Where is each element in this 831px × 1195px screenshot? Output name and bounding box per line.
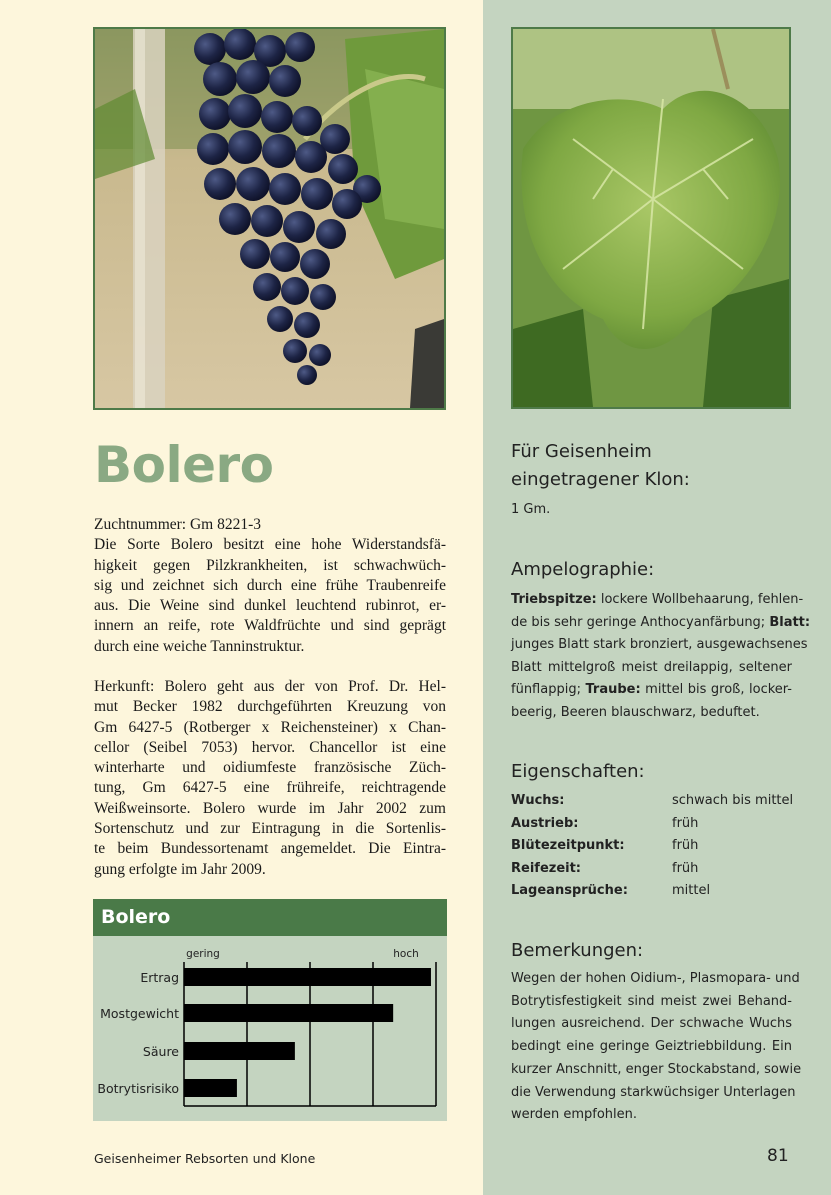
ampelographie-term: Blatt: (769, 614, 811, 630)
klon-heading-line-2: eingetragener Klon: (511, 469, 690, 490)
eigenschaft-value: früh (672, 860, 699, 876)
chart-title: Bolero (93, 899, 447, 936)
bemerkungen-line: werden empfohlen. (511, 1107, 638, 1123)
klon-heading (511, 438, 690, 494)
ampelographie-line (511, 657, 792, 680)
intro-line: Zuchtnummer: Gm 8221-3 (94, 516, 262, 533)
ampelographie-text (511, 589, 811, 724)
ampelographie-segment: lockere Wollbehaarung, fehlen- (596, 592, 804, 607)
ampelographie-segment: fünflappig; (511, 682, 586, 697)
ampelographie-line (511, 634, 808, 657)
page-number: 81 (767, 1146, 789, 1166)
eigenschaft-label: Lageansprüche: (511, 883, 628, 898)
intro-line: durch eine weiche Tanninstruktur. (94, 637, 305, 655)
characteristics-chart (93, 899, 447, 1121)
grape-cluster-photo (93, 27, 446, 410)
origin-line: Weißweinsorte. Bolero wurde im Jahr 2002 zum (94, 799, 446, 817)
eigenschaft-label: Blütezeitpunkt: (511, 838, 625, 853)
klon-text: 1 Gm. (511, 502, 551, 517)
intro-line: sig und zeichnet sich durch eine frühe Traubenreife (94, 576, 446, 594)
chart-category-label: Mostgewicht (100, 1006, 179, 1021)
bemerkungen-line: Wegen der hohen Oidium-, Plasmopara- und (511, 971, 800, 986)
eigenschaften-row (511, 835, 801, 858)
vine-leaf-image (513, 29, 789, 407)
ampelographie-line (511, 589, 804, 612)
klon-heading-line-1: Für Geisenheim (511, 441, 652, 462)
vine-leaf-photo (511, 27, 791, 409)
eigenschaft-label: Reifezeit: (511, 860, 582, 876)
eigenschaften-table (511, 790, 801, 903)
eigenschaften-row (511, 790, 801, 813)
origin-paragraph (94, 677, 446, 880)
ampelographie-segment: Blatt mittelgroß meist dreilappig, seltener (511, 659, 792, 675)
eigenschaften-heading: Eigenschaften: (511, 761, 645, 782)
origin-line: Gm 6427-5 (Rotberger x Reichensteiner) x Chan- (94, 718, 446, 736)
origin-line: tung, Gm 6427-5 eine frühreife, reichtragende (94, 779, 446, 797)
eigenschaft-label: Wuchs: (511, 793, 565, 808)
chart-bar (184, 1042, 295, 1060)
origin-line: Herkunft: Bolero geht aus der von Prof. Dr. Hel- (94, 678, 446, 695)
ampelographie-line (511, 612, 811, 635)
eigenschaften-row (511, 858, 801, 881)
bemerkungen-line: lungen ausreichend. Der schwache Wuchs (511, 1016, 792, 1032)
page-title: Bolero (94, 436, 274, 494)
chart-category-label: Botrytisrisiko (97, 1081, 179, 1096)
intro-paragraph (94, 515, 446, 657)
ampelographie-line (511, 702, 792, 725)
eigenschaften-row (511, 880, 801, 903)
footer-title: Geisenheimer Rebsorten und Klone (94, 1151, 316, 1166)
bemerkungen-line: die Verwendung starkwüchsiger Unterlagen (511, 1084, 796, 1100)
eigenschaft-label: Austrieb: (511, 815, 579, 831)
chart-plot (93, 936, 447, 1121)
ampelographie-line (511, 679, 792, 702)
ampelographie-segment: junges Blatt stark bronziert, ausgewachsenes (511, 637, 808, 652)
bemerkungen-heading: Bemerkungen: (511, 940, 644, 961)
intro-line: innern an reife, rote Waldfrüchte und sind geprägt (94, 617, 446, 635)
grape-cluster-image (95, 29, 444, 408)
chart-bar (184, 968, 431, 986)
bemerkungen-line: kurzer Anschnitt, enger Stockabstand, sowie (511, 1061, 802, 1077)
origin-line: te beim Bundessortenamt angemeldet. Die Eintra- (94, 840, 446, 858)
bemerkungen-text (511, 968, 802, 1127)
intro-line: higkeit gegen Pilzkrankheiten, ist schwachwüch- (94, 556, 446, 574)
ampelographie-segment: beerig, Beeren blauschwarz, beduftet. (511, 704, 760, 720)
eigenschaft-value: schwach bis mittel (672, 793, 794, 808)
ampelographie-term: Traube: (585, 682, 641, 697)
intro-line: Die Sorte Bolero besitzt eine hohe Widerstandsfä- (94, 536, 446, 554)
chart-scale-low-label: gering (186, 948, 220, 960)
ampelographie-heading: Ampelographie: (511, 559, 655, 580)
ampelographie-segment: de bis sehr geringe Anthocyanfärbung; (511, 614, 770, 630)
bemerkungen-line: Botrytisfestigkeit sind meist zwei Behand- (511, 993, 792, 1009)
eigenschaft-value: mittel (672, 883, 711, 898)
origin-line: Sortenschutz und zur Eintragung in die Sortenlis- (94, 820, 446, 838)
origin-line: winterharte und oidiumfeste französische Züch- (94, 759, 446, 777)
origin-line: cellor (Seibel 7053) hervor. Chancellor ist eine (94, 738, 446, 756)
chart-bar (184, 1004, 393, 1022)
ampelographie-term: Triebspitze: (511, 592, 597, 607)
chart-scale-high-label: hoch (393, 948, 419, 960)
origin-line: mut Becker 1982 durchgeführten Kreuzung von (94, 698, 446, 716)
chart-bar (184, 1079, 237, 1097)
intro-line: aus. Die Weine sind dunkel leuchtend rubinrot, er- (94, 597, 446, 615)
chart-category-label: Säure (142, 1044, 179, 1059)
chart-category-label: Ertrag (140, 970, 179, 985)
eigenschaften-row (511, 813, 801, 836)
eigenschaft-value: früh (672, 838, 699, 853)
bemerkungen-line: bedingt eine geringe Geiztriebbildung. Ein (511, 1039, 792, 1055)
origin-line: gung erfolgte im Jahr 2009. (94, 860, 266, 878)
ampelographie-segment: mittel bis groß, locker- (640, 682, 792, 697)
eigenschaft-value: früh (672, 815, 699, 831)
